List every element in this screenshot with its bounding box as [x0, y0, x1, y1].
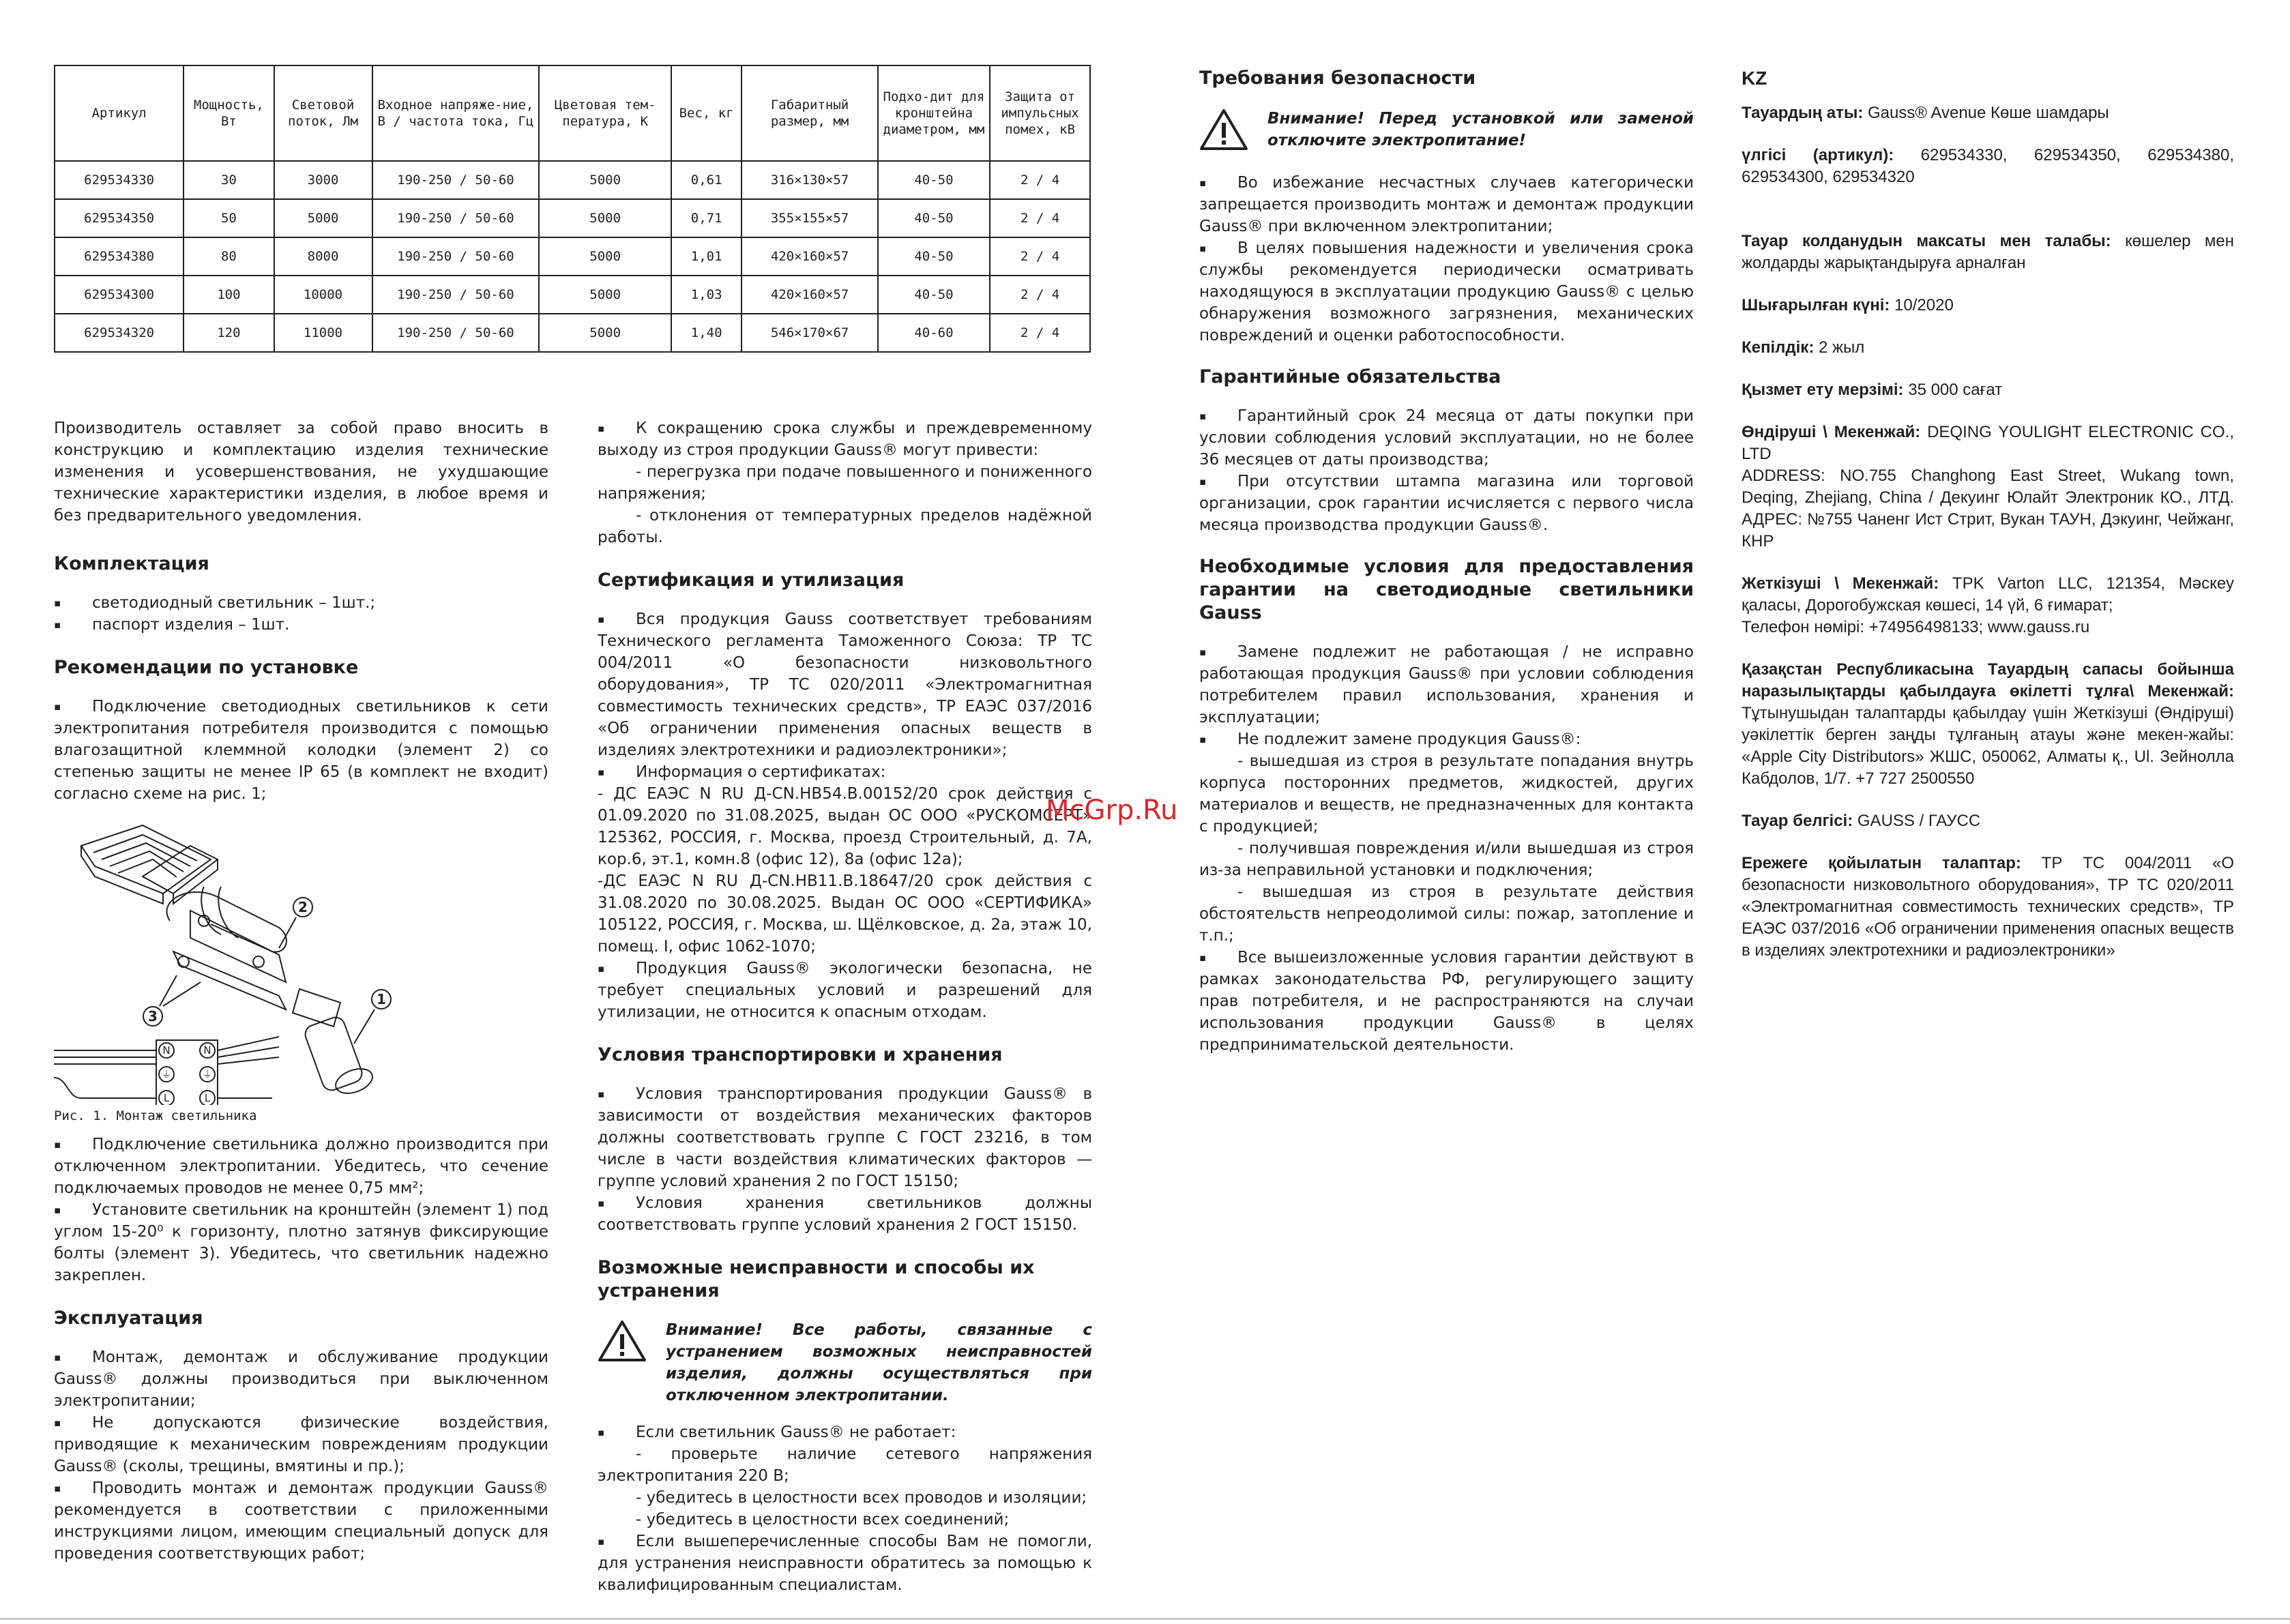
- section-heading-transport: Условия транспортировки и хранения: [598, 1044, 1003, 1065]
- kz-paragraph: [1742, 231, 2234, 274]
- table-cell: 420×160×57: [742, 276, 877, 314]
- table-cell: 629534320: [55, 314, 184, 352]
- section-heading-use: Эксплуатация: [54, 1308, 203, 1329]
- life-item: - перегрузка при подаче повышенного и пониженного напряжения;: [598, 463, 1092, 503]
- kz-text: DEQING YOULIGHT ELECTRONIC CO., LTD: [1742, 423, 2235, 463]
- kz-label: Шығарылған күні:: [1742, 296, 1890, 314]
- kz-label: Жеткізуші \ Мекенжай:: [1742, 574, 1939, 593]
- terminal-label: N: [203, 1044, 211, 1057]
- spec-table: [54, 65, 1091, 353]
- conditions-paragraph: ▪ Все вышеизложенные условия гарантии действуют в рамках законодательства РФ, регулирующего защиту прав потребителя, и не распространяются на случаи использования продукции Gauss® в целях предпринимательской деятельности.: [1199, 947, 1694, 1056]
- table-cell: 3000: [274, 161, 372, 199]
- table-cell: 100: [184, 276, 274, 314]
- table-cell: 5000: [274, 199, 372, 237]
- warning-text: Внимание! Перед установкой или заменой отключите электропитание!: [1267, 110, 1694, 149]
- cert-paragraph: ▪ Продукция Gauss® экологически безопасна, не требует специальных условий и разрешений для утилизации, не относится к опасным отходам.: [598, 958, 1092, 1023]
- column-1: [54, 417, 548, 1565]
- column-kz: [1742, 67, 2234, 962]
- table-cell: 2 / 4: [990, 237, 1090, 276]
- section-heading-kit: Комплектация: [54, 553, 209, 574]
- table-cell: 190-250 / 50-60: [372, 237, 540, 276]
- intro-paragraph: Производитель оставляет за собой право вносить в конструкцию и комплектацию изделия технические изменения и усовершенствования, не ухудшающие технические характеристики изделия, в любое время и без предварительного уведомления.: [54, 419, 548, 525]
- table-cell: 2 / 4: [990, 276, 1090, 314]
- luminaire-mounting-diagram: [54, 818, 436, 1105]
- table-row: [55, 314, 1090, 352]
- kz-label: Кепілдік:: [1742, 338, 1815, 357]
- column-2: [598, 417, 1092, 1596]
- table-cell: 2 / 4: [990, 161, 1090, 199]
- terminal-label: L: [163, 1092, 170, 1104]
- kz-label: Тауардың аты:: [1742, 104, 1864, 122]
- table-cell: 8000: [274, 237, 372, 276]
- table-cell: 0,71: [671, 199, 742, 237]
- table-row: [55, 199, 1090, 237]
- table-header-cell: Защита от импульсных помех, кВ: [990, 65, 1090, 161]
- life-paragraph: ▪ К сокращению срока службы и преждевременному выходу из строя продукции Gauss® могут привести:: [598, 417, 1092, 461]
- table-header-cell: Артикул: [55, 65, 184, 161]
- faults-item: - убедитесь в целостности всех проводов и изоляции;: [636, 1489, 1087, 1507]
- warranty-paragraph: ▪ Гарантийный срок 24 месяца от даты покупки при условии соблюдения условий эксплуатации, но не более 36 месяцев от даты производства;: [1199, 405, 1694, 471]
- kz-paragraph: ADDRESS: NO.755 Changhong East Street, Wukang town, Deqing, Zhejiang, China / Декуинг Юлайт Электроник КО., ЛТД. АДРЕС: №755 Чаненг Ист Стрит, Вукан ТАУН, Дэкуинг, Чейжанг, КНР: [1742, 467, 2234, 550]
- transport-paragraph: ▪ Условия транспортирования продукции Gauss® в зависимости от воздействия механических факторов должны соответствовать группе С ГОСТ 23216, в том числе в части воздействия климатических факторов — группе условий хранения 2 по ГОСТ 15150;: [598, 1083, 1092, 1192]
- table-cell: 40-50: [878, 276, 990, 314]
- warning-text: Внимание! Все работы, связанные с устранением возможных неисправностей изделия, должны осуществляться при отключенном электропитании.: [666, 1321, 1092, 1404]
- table-cell: 5000: [539, 161, 671, 199]
- table-cell: 5000: [539, 237, 671, 276]
- table-header-cell: Мощность, Вт: [184, 65, 274, 161]
- kz-text: 2 жыл: [1814, 338, 1865, 357]
- kz-paragraph: [1742, 810, 2234, 832]
- table-cell: 190-250 / 50-60: [372, 199, 540, 237]
- kz-label: Тауар колданудын максаты мен талабы:: [1742, 232, 2111, 250]
- kit-item: ▪ паспорт изделия – 1шт.: [54, 614, 548, 636]
- table-cell: 40-60: [878, 314, 990, 352]
- table-header-cell: Цветовая тем-пература, К: [539, 65, 671, 161]
- table-cell: 1,01: [671, 237, 742, 276]
- table-cell: 2 / 4: [990, 314, 1090, 352]
- warning-faults: [598, 1319, 1092, 1406]
- table-cell: 190-250 / 50-60: [372, 314, 540, 352]
- terminal-label: ⏚: [202, 1068, 213, 1080]
- use-item: ▪ Монтаж, демонтаж и обслуживание продукции Gauss® должны производиться при выключенном электропитании;: [54, 1346, 548, 1412]
- table-cell: 5000: [539, 276, 671, 314]
- table-header-cell: Подхо-дит для кронштейна диаметром, мм: [878, 65, 990, 161]
- terminal-label: ⏚: [161, 1068, 172, 1080]
- install-paragraph: ▪ Подключение светодиодных светильников к сети электропитания потребителя производится с помощью влагозащитной клеммной колодки (элемент 2) со степенью защиты не менее IP 65 (в комплект не входит) согласно схеме на рис. 1;: [54, 696, 548, 805]
- table-header-row: [55, 65, 1090, 161]
- table-cell: 30: [184, 161, 274, 199]
- kz-label: Ережеге қойылатын талаптар:: [1742, 854, 2021, 872]
- table-row: [55, 276, 1090, 314]
- table-cell: 2 / 4: [990, 199, 1090, 237]
- kz-paragraph: [1742, 295, 2234, 316]
- warning-triangle-icon: [598, 1319, 647, 1363]
- section-heading-safety: Требования безопасности: [1199, 68, 1476, 89]
- kz-label: Қызмет ету мерзімі:: [1742, 381, 1904, 399]
- cert-paragraph: - ДС ЕАЭС N RU Д-CN.НВ54.В.00152/20 срок действия с 01.09.2020 по 31.08.2025, выдан ОС ООО «РУСКОМСЕРТ» 125362, РОССИЯ, г. Москва, проезд Строительный, д. 7А, кор.6, эт.1, комн.8 (офис 12), 8а (офис 12а);: [598, 785, 1092, 868]
- table-cell: 5000: [539, 314, 671, 352]
- cert-paragraph: ▪ Вся продукция Gauss соответствует требованиям Технического регламента Таможенного Союза: ТР ТС 004/2011 «О безопасности низковольтного оборудования», ТР ТС 020/2011 «Электромагнитная совместимость технических средств», ТР ЕАЭС 037/2016 «Об ограничении применения опасных веществ в изделиях электротехники и радиоэлектроники»;: [598, 608, 1092, 761]
- faults-item: - проверьте наличие сетевого напряжения электропитания 220 В;: [598, 1445, 1092, 1485]
- table-cell: 629534300: [55, 276, 184, 314]
- conditions-item: - вышедшая из строя в результате попадания внутрь корпуса посторонних предметов, жидкостей, других материалов и веществ, не предназначенных для контакта с продукцией;: [1199, 752, 1694, 836]
- table-cell: 0,61: [671, 161, 742, 199]
- warranty-paragraph: ▪ При отсутствии штампа магазина или торговой организации, срок гарантии исчисляется с первого числа месяца производства продукции Gauss®.: [1199, 471, 1694, 536]
- kz-text: GAUSS / ГАУСС: [1853, 812, 1981, 830]
- conditions-item: - вышедшая из строя в результате действия обстоятельств непреодолимой силы: пожар, затопление и т.п.;: [1199, 883, 1694, 945]
- kz-text: 10/2020: [1890, 296, 1954, 314]
- watermark: McGrp.Ru: [1046, 795, 1178, 826]
- table-header-cell: Входное напряже-ние, В / частота тока, Гц: [372, 65, 540, 161]
- kz-paragraph: [1742, 422, 2234, 465]
- table-cell: 5000: [539, 199, 671, 237]
- faults-paragraph: ▪ Если светильник Gauss® не работает:: [598, 1421, 1092, 1443]
- kz-text: TPK Varton LLC, 121354, Мәскеу қаласы, Дорогобужская көшесі, 14 үй, 6 ғимарат;: [1742, 574, 2234, 615]
- kz-label: Тауар белгісі:: [1742, 812, 1853, 830]
- bottom-rule: [0, 1618, 2290, 1620]
- mounting-figure: [54, 818, 548, 1123]
- figure-caption: Рис. 1. Монтаж светильника: [54, 1108, 257, 1123]
- table-header-cell: Световой поток, Лм: [274, 65, 372, 161]
- callout-1: 1: [377, 991, 386, 1007]
- section-heading-faults: Возможные неисправности и способы их устранения: [598, 1257, 1035, 1301]
- table-cell: 50: [184, 199, 274, 237]
- kit-item: ▪ светодиодный светильник – 1шт.;: [54, 592, 548, 614]
- table-row: [55, 161, 1090, 199]
- kz-paragraph: [1742, 659, 2234, 790]
- table-header-cell: Габаритный размер, мм: [742, 65, 877, 161]
- column-3: [1199, 67, 1694, 1056]
- safety-paragraph: ▪ В целях повышения надежности и увеличения срока службы рекомендуется периодически осматривать находящуюся в эксплуатации продукцию Gauss® с целью обнаружения возможного загрязнения, механических повреждений и оценки работоспособности.: [1199, 237, 1694, 346]
- table-cell: 10000: [274, 276, 372, 314]
- section-heading-cert: Сертификация и утилизация: [598, 570, 905, 591]
- table-cell: 40-50: [878, 161, 990, 199]
- kz-paragraph: [1742, 102, 2234, 124]
- table-cell: 629534330: [55, 161, 184, 199]
- table-cell: 546×170×67: [742, 314, 877, 352]
- terminal-label: L: [204, 1092, 211, 1104]
- table-cell: 1,03: [671, 276, 742, 314]
- kz-text: 35 000 сағат: [1903, 381, 2003, 399]
- conditions-paragraph: ▪ Замене подлежит не работающая / не исправно работающая продукция Gauss® при условии соблюдения потребителем правил использования, хранения и эксплуатации;: [1199, 641, 1694, 728]
- install-paragraph: ▪ Подключение светильника должно производится при отключенном электропитании. Убедитесь, что сечение подключаемых проводов не менее 0,75 мм²;: [54, 1134, 548, 1199]
- kz-text: 629534330, 629534350, 629534380, 629534300, 629534320: [1742, 146, 2234, 186]
- warning-triangle-icon: [1199, 108, 1248, 151]
- faults-paragraph: ▪ Если вышеперечисленные способы Вам не помогли, для устранения неисправности обратитесь за помощью к квалифицированным специалистам.: [598, 1531, 1092, 1596]
- table-header-cell: Вес, кг: [671, 65, 742, 161]
- callout-3: 3: [148, 1008, 158, 1024]
- kz-text: көшелер мен жолдарды жарықтандыруға арналған: [1742, 232, 2234, 272]
- use-item: ▪ Проводить монтаж и демонтаж продукции Gauss® рекомендуется в соответствии с приложенными инструкциями лицом, имеющим специальный допуск для проведения соответствующих работ;: [54, 1477, 548, 1565]
- kz-label: үлгісі (артикул):: [1742, 146, 1894, 164]
- table-cell: 629534380: [55, 237, 184, 276]
- cert-paragraph: ▪ Информация о сертификатах:: [598, 761, 1092, 783]
- table-cell: 120: [184, 314, 274, 352]
- kz-text: Тұтынушыдан талаптарды қабылдау үшін Жеткізуші (Өндіруші) уәкілеттік берген заңды тұлғаның атауы және мекен-жайы: «Apple City Distributors» ЖШС, 050062, Алматы қ., Ul. Зейнолла Кабдолов, 1/7. +7 727 2500550: [1742, 704, 2234, 788]
- conditions-paragraph: ▪ Не подлежит замене продукция Gauss®:: [1199, 728, 1694, 750]
- table-cell: 40-50: [878, 199, 990, 237]
- table-cell: 316×130×57: [742, 161, 877, 199]
- kz-paragraph: [1742, 145, 2234, 188]
- kz-text: Gauss® Avenue Көше шамдары: [1863, 104, 2109, 122]
- transport-paragraph: ▪ Условия хранения светильников должны соответствовать группе условий хранения 2 ГОСТ 15150.: [598, 1192, 1092, 1236]
- kz-title: KZ: [1742, 68, 1767, 89]
- kz-paragraph: [1742, 853, 2234, 962]
- cert-paragraph: -ДС ЕАЭС N RU Д-CN.НВ11.В.18647/20 срок действия с 31.08.2020 по 30.08.2025. Выдан ОС ООО «СЕРТИФИКА» 105122, РОССИЯ, г. Москва, ш. Щёлковское, д. 2а, этаж 10, помещ. I, офис 1062-1070;: [598, 872, 1092, 956]
- safety-paragraph: ▪ Во избежание несчастных случаев категорически запрещается производить монтаж и демонтаж продукции Gauss® при включенном электропитании;: [1199, 172, 1694, 237]
- section-heading-conditions: Необходимые условия для предоставления гарантии на светодиодные светильники Gauss: [1199, 556, 1694, 623]
- section-heading-warranty: Гарантийные обязательства: [1199, 366, 1501, 387]
- table-cell: 190-250 / 50-60: [372, 276, 540, 314]
- table-cell: 629534350: [55, 199, 184, 237]
- table-cell: 80: [184, 237, 274, 276]
- table-cell: 11000: [274, 314, 372, 352]
- kz-text: ТР ТС 004/2011 «О безопасности низковольтного оборудования», ТР ТС 020/2011 «Электромагнитная совместимость технических средств», ТР ЕАЭС 037/2016 «Об ограничении применения опасных веществ в изделиях электротехники и радиоэлектроники»: [1742, 854, 2235, 960]
- table-cell: 190-250 / 50-60: [372, 161, 540, 199]
- faults-item: - убедитесь в целостности всех соединений;: [636, 1511, 1010, 1529]
- kz-paragraph: [1742, 573, 2234, 617]
- warning-safety: [1199, 108, 1694, 151]
- section-heading-install: Рекомендации по установке: [54, 657, 359, 678]
- kz-label: Қазақстан Республикасына Тауардың сапасы бойынша наразылықтарды қабылдауға өкілетті тұлға\ Мекенжай:: [1742, 660, 2234, 700]
- use-item: ▪ Не допускаются физические воздействия, приводящие к механическим повреждениям продукции Gauss® (сколы, трещины, вмятины и пр.);: [54, 1412, 548, 1477]
- kz-paragraph: Телефон нөмірі: +74956498133; www.gauss.ru: [1742, 618, 2090, 636]
- kz-label: Өндіруші \ Мекенжай:: [1742, 423, 1921, 441]
- table-cell: 1,40: [671, 314, 742, 352]
- callout-2: 2: [298, 899, 308, 915]
- kz-paragraph: [1742, 337, 2234, 359]
- table-cell: 420×160×57: [742, 237, 877, 276]
- table-cell: 40-50: [878, 237, 990, 276]
- terminal-label: N: [162, 1044, 171, 1057]
- life-item: - отклонения от температурных пределов надёжной работы.: [598, 507, 1092, 546]
- conditions-item: - получившая повреждения и/или вышедшая из строя из-за неправильной установки и подключения;: [1199, 840, 1694, 879]
- kz-paragraph: [1742, 379, 2234, 401]
- table-row: [55, 237, 1090, 276]
- table-cell: 355×155×57: [742, 199, 877, 237]
- install-paragraph: ▪ Установите светильник на кронштейн (элемент 1) под углом 15-20⁰ к горизонту, плотно затянув фиксирующие болты (элемент 3). Убедитесь, что светильник надежно закреплен.: [54, 1199, 548, 1286]
